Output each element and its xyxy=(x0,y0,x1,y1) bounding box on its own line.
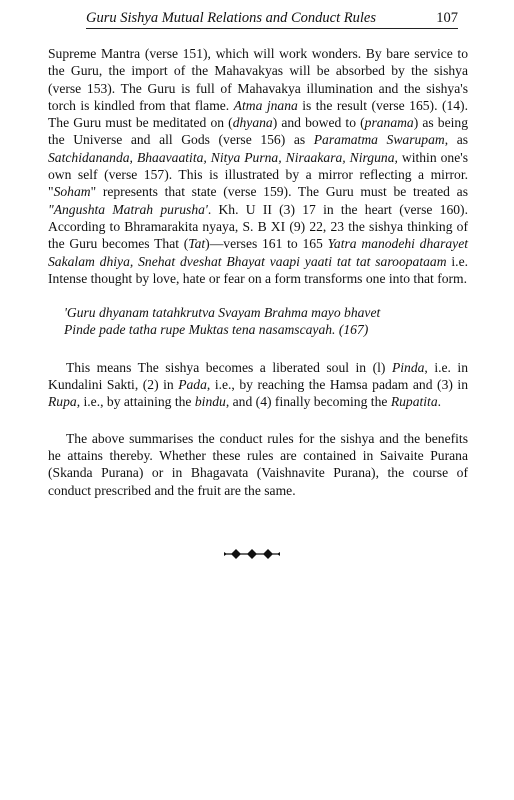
p1-segment: Soham xyxy=(53,184,91,200)
p1-segment: ) as being the Universe and all Gods (verse 156) as xyxy=(48,115,468,148)
p1-segment: pranama xyxy=(364,115,414,131)
p1-segment: i.e. Intense thought by love, hate or fear on a form transforms one into that form. xyxy=(48,253,468,286)
p1-segment: "Angushta Matrah purusha' xyxy=(48,201,208,217)
p1-segment: Supreme Mantra (verse 151), which will work wonders. By bare service to the Guru, the import of the Mahavakyas will be absorbed by the sishya (verse 153). The Guru is full of Mahavakya illumination and the sishya's torch is kindled from that flame. xyxy=(48,46,468,113)
p3-segment: The above summarises the conduct rules for the sishya and the benefits he attains thereby. Whether these rules are contained in Saivaite Purana (Skanda Purana) or in Bhagavata (Vaishnavite Purana), the course of conduct prescribed and the fruit are the same. xyxy=(48,430,468,498)
quote-line-1: 'Guru dhyanam tatahkrutva Svayam Brahma mayo bhavet xyxy=(64,305,381,321)
p2-segment: , i.e., by attaining the xyxy=(76,394,195,410)
running-header xyxy=(86,8,458,29)
p1-segment: is the result (verse 165). (14). The Guru must be meditated on ( xyxy=(48,97,468,131)
p2-segment: , i.e. in Kundalini Sakti, (2) in xyxy=(48,359,468,393)
p1-segment: Yatra manodehi dharayet Sakalam dhiya, Snehat dveshat Bhayat vaapi yaati tat tat saroopataam xyxy=(48,236,469,269)
p1-segment: Satchidananda, Bhaavaatita, Nitya Purna, Niraakara, Nirguna, xyxy=(48,149,398,165)
page-number: 107 xyxy=(436,10,458,26)
diamond-ornament-icon xyxy=(222,548,282,560)
p2-segment: . xyxy=(437,394,442,410)
p2-segment: , and (4) finally becoming the xyxy=(225,394,391,410)
p1-segment: , as xyxy=(444,132,469,148)
p2-segment: Pada xyxy=(178,377,207,393)
running-title: Guru Sishya Mutual Relations and Conduct Rules xyxy=(86,10,376,26)
p1-segment: Paramatma Swarupam xyxy=(313,132,445,148)
p1-segment: dhyana xyxy=(232,115,273,131)
p2-segment: Rupa xyxy=(48,394,77,410)
body-text xyxy=(48,45,468,499)
p1-segment: within one's own self (verse 157). This is illustrated by a mirror reflecting a mirror. " xyxy=(48,149,468,200)
p1-segment: Atma jnana xyxy=(233,97,298,113)
p1-segment: )—verses 161 to 165 xyxy=(205,236,328,252)
quote-line-2: Pinde pade tatha rupe Muktas tena nasamscayah. (167) xyxy=(64,322,369,338)
p1-segment: ) and bowed to ( xyxy=(272,115,365,131)
p1-segment: " represents that state (verse 159). The Guru must be treated as xyxy=(90,184,468,200)
p2-segment: bindu xyxy=(194,394,226,410)
sanskrit-quote xyxy=(64,304,468,339)
paragraph-1 xyxy=(48,45,468,287)
paragraph-3 xyxy=(48,430,468,499)
p2-segment: Rupatita xyxy=(390,394,438,410)
p1-segment: Tat xyxy=(188,236,206,252)
p1-segment: . Kh. U II (3) 17 in the heart (verse 160). According to Bhramarakita nyaya, S. B XI (9) 22, 23 the sishya thinking of the Guru becomes That ( xyxy=(48,201,468,252)
p2-segment: This means The sishya becomes a liberated soul in (l) xyxy=(66,359,392,375)
p2-segment: Pinda xyxy=(391,359,425,375)
p2-segment: , i.e., by reaching the Hamsa padam and (3) in xyxy=(206,377,468,393)
paragraph-2 xyxy=(48,359,468,411)
